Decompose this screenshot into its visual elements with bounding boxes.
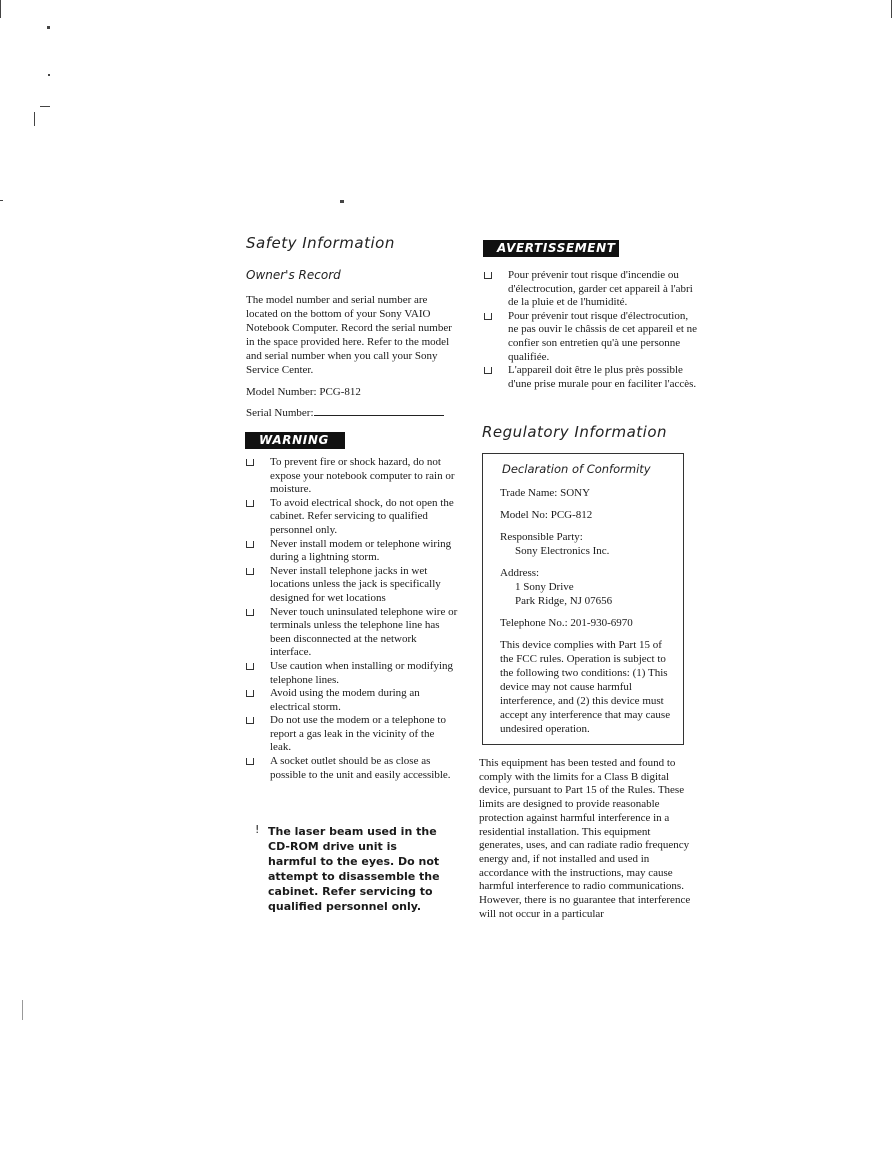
list-item [246, 714, 458, 755]
checkbox-icon [246, 758, 254, 765]
checkbox-icon [246, 500, 254, 507]
list-item [484, 310, 698, 364]
scan-speck [48, 74, 50, 76]
checkbox-icon [246, 459, 254, 466]
list-item [246, 538, 458, 565]
list-item [246, 565, 458, 606]
declaration-title: Declaration of Conformity [502, 462, 651, 476]
checkbox-icon [246, 717, 254, 724]
regulatory-body: This equipment has been tested and found to comply with the limits for a Class B digital device, pursuant to Part 15 of the Rules. These limits are designed to provide reasonable protection against harmful interference in a residential installation. This equipment generates, uses, and can radiate radio frequency energy and, if not installed and used in accordance with the instructions, may cause harmful interference to radio communications. However, there is no guarantee that interference will not occur in a particular [479, 757, 691, 920]
checkbox-icon [484, 367, 492, 374]
list-item-text: To prevent fire or shock hazard, do not expose your notebook computer to rain or moisture. [270, 456, 455, 496]
list-item-text: Do not use the modem or a telephone to report a gas leak in the vicinity of the leak. [270, 714, 446, 754]
checkbox-icon [484, 272, 492, 279]
list-item [484, 269, 698, 310]
serial-number-field[interactable] [314, 404, 444, 416]
telephone: Telephone No.: 201-930-6970 [500, 617, 633, 629]
scan-mark [891, 0, 892, 18]
serial-number-label: Serial Number: [246, 407, 314, 419]
list-item [484, 364, 698, 391]
list-item-text: To avoid electrical shock, do not open the cabinet. Refer servicing to qualified personnel only. [270, 496, 454, 536]
address-label: Address: [500, 567, 540, 579]
warning-list [246, 456, 458, 782]
scan-speck [0, 200, 3, 201]
checkbox-icon [246, 609, 254, 616]
responsible-party-label: Responsible Party: [500, 531, 583, 543]
checkbox-icon [484, 313, 492, 320]
warning-banner: WARNING [245, 432, 345, 449]
address-line-2: Park Ridge, NJ 07656 [515, 595, 613, 607]
list-item [246, 497, 458, 538]
list-item-text: Never install telephone jacks in wet locations unless the jack is specifically designed for wet locations [270, 564, 441, 604]
checkbox-icon [246, 541, 254, 548]
owners-record-title: Owner's Record [246, 268, 341, 282]
safety-information-title: Safety Information [246, 234, 395, 252]
list-item-text: Pour prévenir tout risque d'électrocution, ne pas ouvir le châssis de cet appareil et ne confier son entretien qu'à une personne qualifiée. [508, 309, 698, 363]
serial-number-row [246, 404, 456, 420]
scan-speck [47, 26, 50, 29]
owners-record-body: The model number and serial number are located on the bottom of your Sony VAIO Notebook Computer. Record the serial number in the space provided here. Refer to the model and serial number when you call your Sony Service Center. [246, 294, 452, 376]
scan-speck [340, 200, 344, 203]
laser-warning-icon: ! [255, 823, 260, 836]
laser-warning-note: The laser beam used in the CD-ROM drive unit is harmful to the eyes. Do not attempt to disassemble the cabinet. Refer servicing to qualified personnel only. [268, 825, 440, 913]
regulatory-information-title: Regulatory Information [482, 423, 668, 441]
list-item-text: Pour prévenir tout risque d'incendie ou d'électrocution, garder cet appareil à l'abri de la pluie et de l'humidité. [508, 269, 693, 309]
list-item [246, 606, 458, 660]
list-item-text: Use caution when installing or modifying telephone lines. [270, 659, 453, 686]
scan-speck [22, 1000, 23, 1020]
compliance-statement: This device complies with Part 15 of the FCC rules. Operation is subject to the following two conditions: (1) This device may not cause harmful interference, and (2) this device must accept any interference that may cause undesired operation. [500, 639, 671, 735]
avertissement-list [484, 269, 698, 391]
list-item-text: A socket outlet should be as close as possible to the unit and easily accessible. [270, 755, 451, 781]
address-line-1: 1 Sony Drive [515, 581, 574, 593]
list-item [246, 456, 458, 497]
list-item-text: Avoid using the modem during an electrical storm. [270, 687, 420, 713]
declaration-of-conformity-box [482, 453, 684, 745]
scan-speck [40, 106, 50, 107]
responsible-party [500, 530, 673, 558]
list-item-text: Never touch uninsulated telephone wire or terminals unless the telephone line has been disconnected at the network interface. [270, 605, 458, 659]
list-item-text: L'appareil doit être le plus près possible d'une prise murale pour en faciliter l'accès. [508, 364, 697, 390]
scan-mark [0, 0, 1, 18]
list-item-text: Never install modem or telephone wiring during a lightning storm. [270, 537, 452, 564]
scan-speck [34, 112, 35, 126]
list-item [246, 687, 458, 714]
checkbox-icon [246, 690, 254, 697]
checkbox-icon [246, 568, 254, 575]
responsible-party-value: Sony Electronics Inc. [515, 545, 610, 557]
address [500, 566, 673, 608]
trade-name: Trade Name: SONY [500, 487, 591, 499]
model-number-label: Model Number: PCG-812 [246, 386, 361, 398]
list-item [246, 755, 458, 782]
checkbox-icon [246, 663, 254, 670]
avertissement-banner: AVERTISSEMENT [483, 240, 619, 257]
model-no: Model No: PCG-812 [500, 509, 593, 521]
list-item [246, 660, 458, 687]
